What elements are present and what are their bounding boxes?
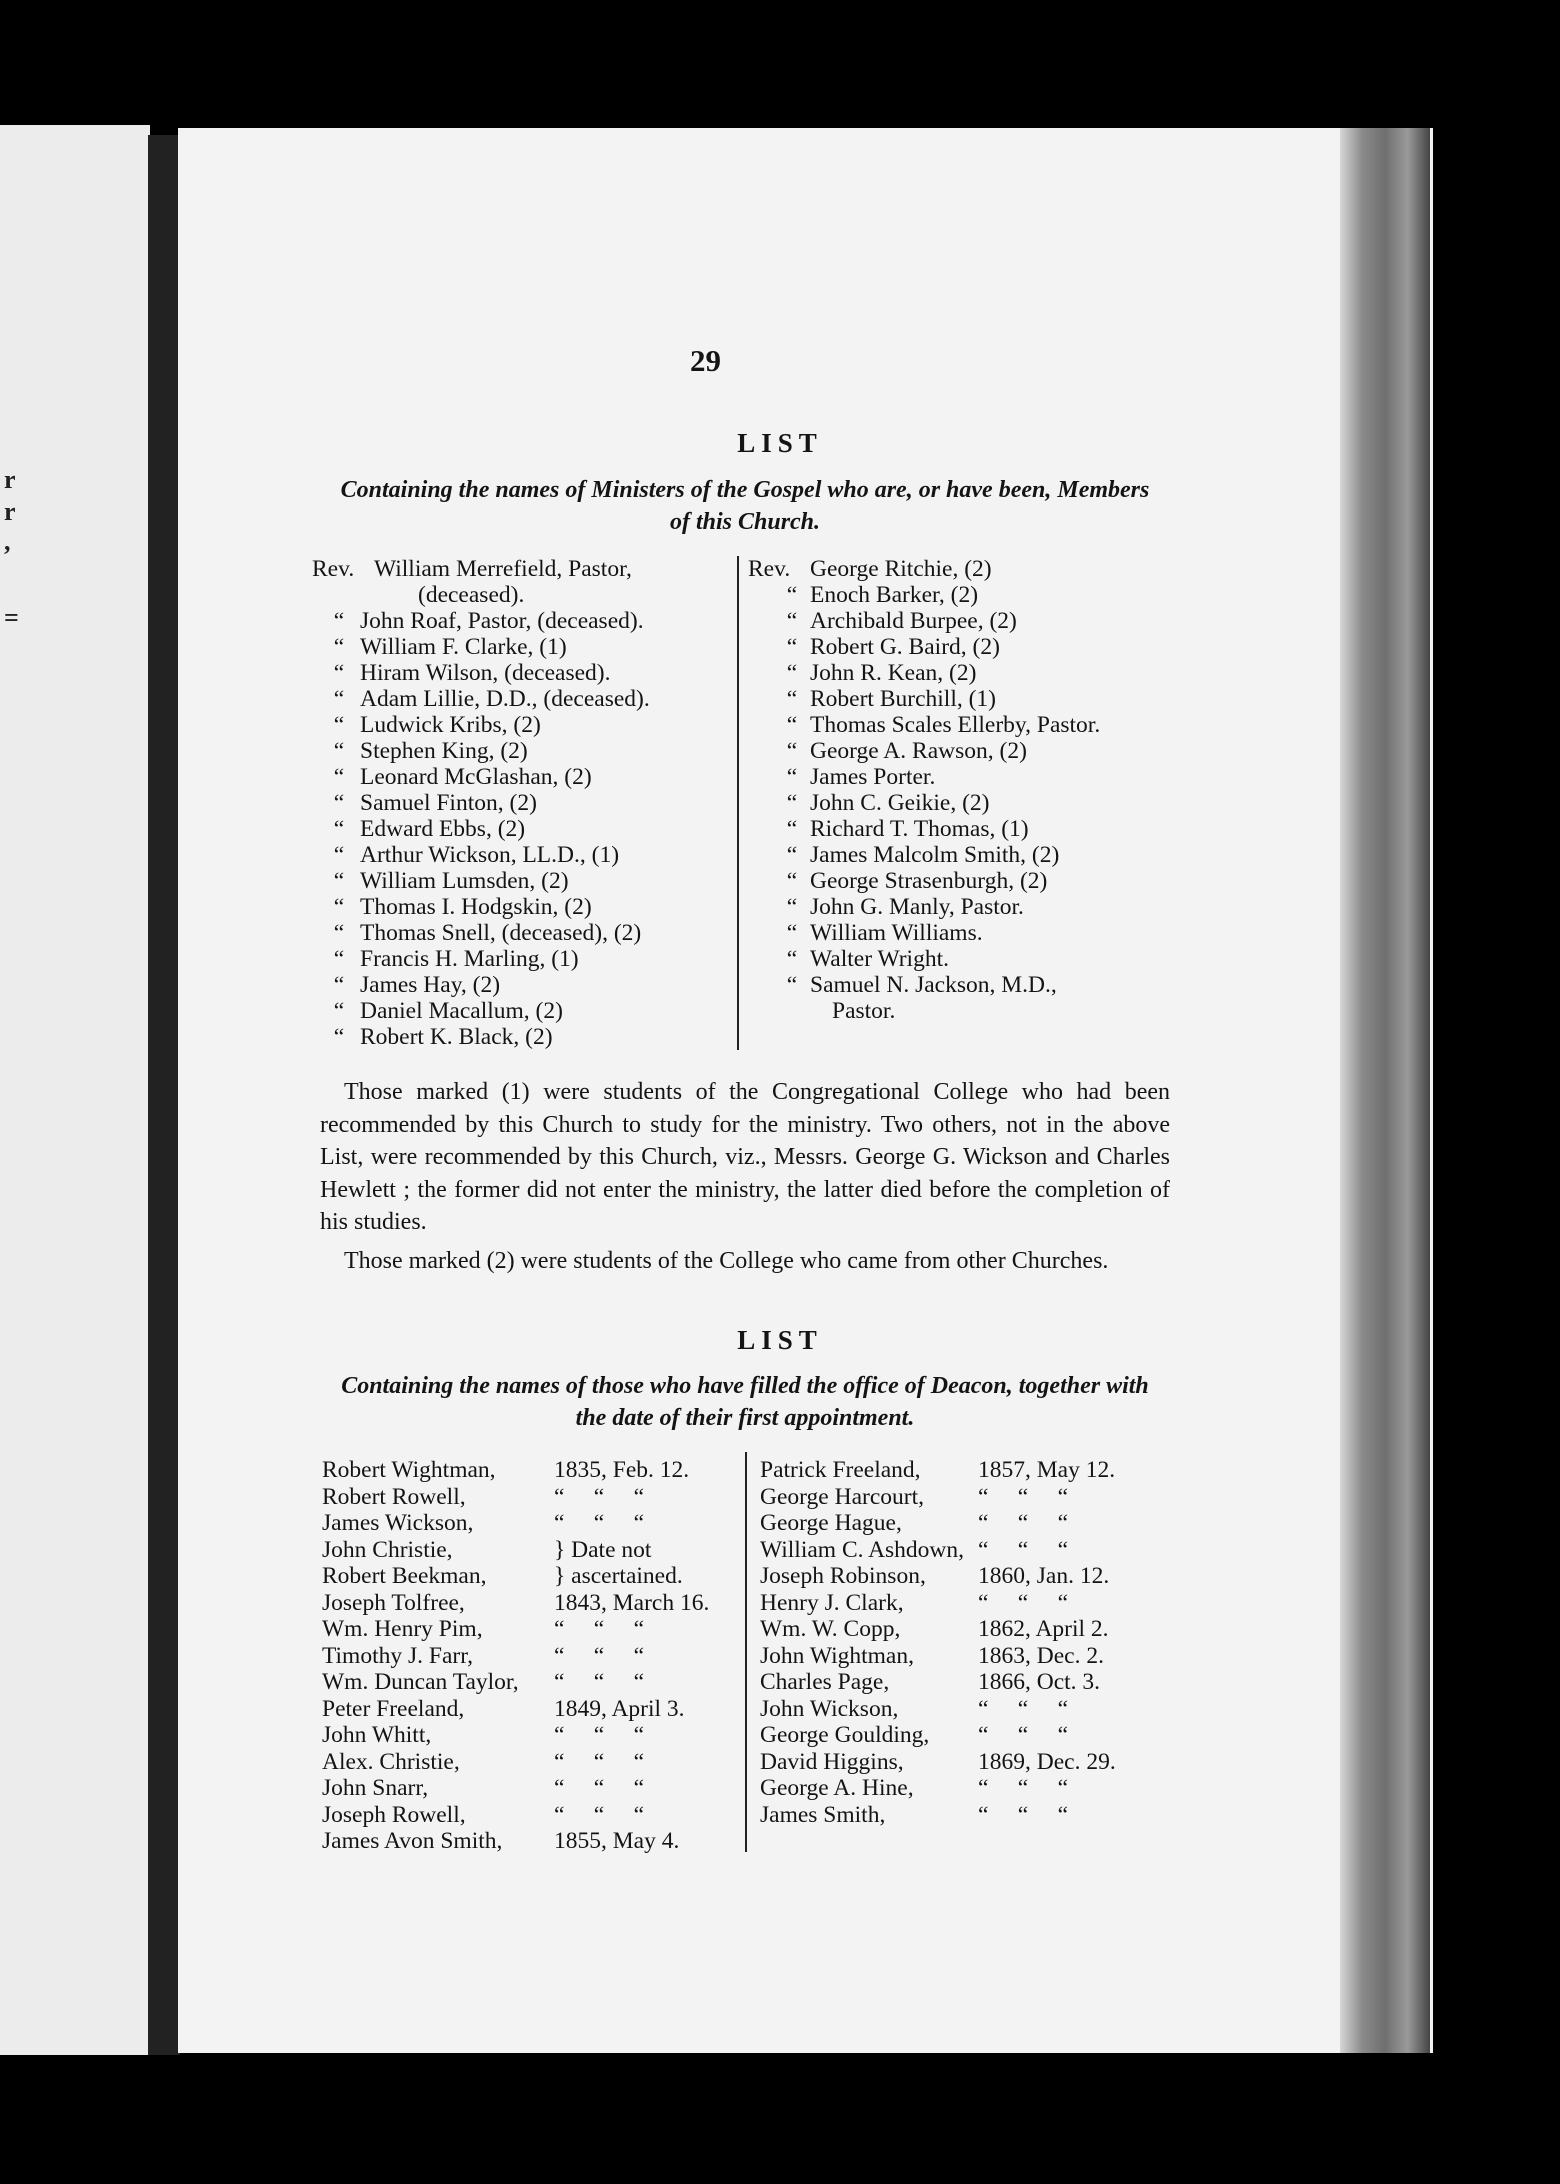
deacon-name: Wm. Duncan Taylor,	[322, 1669, 519, 1695]
deacons-list-subtitle	[300, 1370, 1190, 1434]
deacon-name: Wm. Henry Pim,	[322, 1616, 483, 1642]
minister-entry	[748, 790, 1168, 816]
minister-entry	[312, 660, 727, 686]
deacon-entry	[322, 1457, 742, 1484]
minister-name: George A. Rawson, (2)	[810, 738, 1027, 764]
appointment-date: “ “ “	[978, 1801, 1069, 1828]
minister-name: John G. Manly, Pastor.	[810, 894, 1024, 920]
deacon-name: Timothy J. Farr,	[322, 1642, 473, 1669]
minister-name: Stephen King, (2)	[360, 738, 528, 764]
column-divider	[745, 1452, 747, 1852]
facing-page-fragment: r	[4, 465, 16, 494]
minister-entry	[312, 608, 727, 634]
ditto-mark: “	[786, 660, 798, 686]
minister-name: James Porter.	[810, 764, 936, 790]
appointment-date: 1869, Dec. 29.	[978, 1748, 1116, 1775]
minister-entry	[748, 608, 1168, 634]
appointment-date: 1835, Feb. 12.	[554, 1457, 690, 1483]
note-paragraph: Those marked (2) were students of the College who came from other Churches.	[344, 1247, 1109, 1274]
minister-name: Daniel Macallum, (2)	[360, 998, 563, 1024]
deacon-name: James Wickson,	[322, 1510, 474, 1536]
minister-entry	[748, 842, 1168, 868]
minister-name: John C. Geikie, (2)	[810, 790, 990, 816]
ditto-mark: “	[786, 946, 798, 972]
deacon-name: John Christie,	[322, 1536, 453, 1563]
deacon-name: Robert Beekman,	[322, 1563, 487, 1589]
subtitle-line: Containing the names of Ministers of the Gospel who are, or have been, Members	[340, 477, 1150, 503]
ditto-mark: “	[333, 660, 345, 686]
ditto-mark: “	[786, 920, 798, 946]
minister-name: James Hay, (2)	[360, 972, 501, 998]
deacon-entry	[760, 1775, 1160, 1802]
minister-entry	[748, 998, 1168, 1024]
deacon-entry	[760, 1563, 1160, 1590]
minister-name: Francis H. Marling, (1)	[360, 946, 579, 972]
ditto-mark: “	[333, 686, 345, 712]
minister-entry	[312, 972, 727, 998]
minister-entry	[748, 920, 1168, 946]
minister-name: William F. Clarke, (1)	[360, 634, 567, 660]
minister-entry	[312, 816, 727, 842]
deacon-name: Charles Page,	[760, 1669, 890, 1695]
ditto-mark: “	[333, 712, 345, 738]
minister-entry	[312, 556, 727, 582]
deacon-entry	[322, 1563, 742, 1590]
minister-entry	[312, 842, 727, 868]
ditto-mark: “	[333, 816, 345, 842]
rev-label: Rev.	[312, 556, 355, 582]
minister-name: James Malcolm Smith, (2)	[810, 842, 1060, 868]
ditto-mark: “	[786, 868, 798, 894]
minister-name: Hiram Wilson, (deceased).	[360, 660, 611, 686]
minister-entry	[312, 894, 727, 920]
ditto-mark: “	[786, 712, 798, 738]
minister-entry	[748, 894, 1168, 920]
minister-name: Samuel Finton, (2)	[360, 790, 537, 816]
minister-name: Robert K. Black, (2)	[360, 1024, 553, 1050]
note-paragraph: Those marked (1) were students of the Congregational College who had been recommended by this Church to study for the ministry. Two others, not in the above List, were recommended by this Church, viz., Messrs. George G. Wickson and Charles Hewlett ; the former did not enter the ministry, the latter died before the completion of his studies.	[320, 1079, 1170, 1235]
minister-name: William Merrefield, Pastor,	[374, 556, 632, 582]
ditto-mark: “	[333, 738, 345, 764]
minister-name: Robert Burchill, (1)	[810, 686, 997, 712]
deacon-name: Wm. W. Copp,	[760, 1616, 901, 1642]
minister-name: (deceased).	[418, 582, 525, 608]
deacon-entry	[322, 1510, 742, 1537]
deacon-entry	[322, 1802, 742, 1829]
ministers-list-subtitle	[300, 474, 1190, 538]
appointment-date: “ “ “	[978, 1722, 1069, 1748]
deacon-name: Joseph Tolfree,	[322, 1589, 465, 1616]
appointment-date: “ “ “	[978, 1589, 1069, 1616]
minister-name: Robert G. Baird, (2)	[810, 634, 1000, 660]
appointment-date: “ “ “	[978, 1536, 1069, 1563]
minister-entry	[748, 686, 1168, 712]
appointment-date: “ “ “	[978, 1510, 1069, 1536]
appointment-date: } ascertained.	[554, 1563, 683, 1589]
ditto-mark: “	[333, 842, 345, 868]
deacon-name: George Hague,	[760, 1510, 902, 1536]
minister-name: Walter Wright.	[810, 946, 949, 972]
minister-name: William Williams.	[810, 920, 983, 946]
ministers-list-heading: LIST	[737, 428, 823, 458]
ditto-mark: “	[786, 738, 798, 764]
minister-name: Samuel N. Jackson, M.D.,	[810, 972, 1057, 998]
minister-entry	[748, 634, 1168, 660]
ditto-mark: “	[333, 764, 345, 790]
ditto-mark: “	[786, 634, 798, 660]
deacon-entry	[322, 1749, 742, 1776]
appointment-date: 1862, April 2.	[978, 1616, 1109, 1642]
ministers-right-column	[748, 556, 1168, 1024]
deacon-name: Patrick Freeland,	[760, 1457, 921, 1483]
ditto-mark: “	[333, 920, 345, 946]
appointment-date: “ “ “	[554, 1510, 645, 1536]
appointment-date: “ “ “	[554, 1775, 645, 1801]
deacon-entry	[322, 1616, 742, 1643]
deacon-name: George Harcourt,	[760, 1483, 924, 1510]
ditto-mark: “	[333, 894, 345, 920]
minister-entry	[748, 712, 1168, 738]
minister-entry	[312, 738, 727, 764]
facing-page-fragment: r	[4, 497, 16, 526]
ditto-mark: “	[786, 686, 798, 712]
deacon-entry	[760, 1484, 1160, 1511]
deacon-name: Henry J. Clark,	[760, 1589, 904, 1616]
minister-name: Edward Ebbs, (2)	[360, 816, 526, 842]
minister-entry	[748, 738, 1168, 764]
minister-entry	[312, 582, 727, 608]
minister-entry	[748, 582, 1168, 608]
appointment-date: “ “ “	[554, 1801, 645, 1828]
minister-name: Archibald Burpee, (2)	[810, 608, 1017, 634]
ditto-mark: “	[333, 790, 345, 816]
deacon-entry	[322, 1484, 742, 1511]
minister-name: Arthur Wickson, LL.D., (1)	[360, 842, 620, 868]
deacon-entry	[322, 1537, 742, 1564]
ditto-mark: “	[333, 868, 345, 894]
minister-entry	[748, 660, 1168, 686]
appointment-date: “ “ “	[554, 1722, 645, 1748]
minister-entry	[312, 868, 727, 894]
deacon-name: Joseph Robinson,	[760, 1563, 926, 1589]
page-edge	[1340, 128, 1430, 2053]
facing-page-margin	[0, 125, 150, 2055]
deacon-entry	[760, 1722, 1160, 1749]
appointment-date: “ “ “	[978, 1775, 1069, 1801]
deacon-entry	[322, 1643, 742, 1670]
deacon-entry	[760, 1749, 1160, 1776]
deacon-name: Alex. Christie,	[322, 1748, 460, 1775]
appointment-date: “ “ “	[554, 1616, 645, 1642]
minister-name: George Strasenburgh, (2)	[810, 868, 1048, 894]
deacon-entry	[760, 1510, 1160, 1537]
deacon-entry	[760, 1802, 1160, 1829]
minister-entry	[312, 790, 727, 816]
ditto-mark: “	[333, 972, 345, 998]
deacon-name: David Higgins,	[760, 1748, 904, 1775]
minister-entry	[312, 686, 727, 712]
deacons-list-heading: LIST	[737, 1325, 823, 1355]
deacon-name: John Whitt,	[322, 1722, 432, 1748]
appointment-date: “ “ “	[978, 1695, 1069, 1722]
deacon-name: John Wightman,	[760, 1642, 914, 1669]
column-divider	[737, 556, 739, 1050]
subtitle-line: of this Church.	[669, 509, 821, 535]
subtitle-line: the date of their first appointment.	[575, 1405, 915, 1431]
deacons-right-column	[760, 1457, 1160, 1828]
appointment-date: “ “ “	[554, 1748, 645, 1775]
minister-name: Enoch Barker, (2)	[810, 582, 979, 608]
appointment-date: 1855, May 4.	[554, 1828, 680, 1854]
facing-page-fragment: ,	[4, 527, 11, 556]
appointment-date: “ “ “	[554, 1483, 645, 1510]
ditto-mark: “	[333, 1024, 345, 1050]
page-number: 29	[690, 343, 721, 378]
minister-entry	[748, 764, 1168, 790]
ditto-mark: “	[333, 634, 345, 660]
deacon-name: William C. Ashdown,	[760, 1536, 965, 1563]
appointment-date: 1857, May 12.	[978, 1457, 1116, 1483]
minister-name: Thomas Snell, (deceased), (2)	[360, 920, 642, 946]
deacon-name: James Avon Smith,	[322, 1828, 503, 1854]
appointment-date: } Date not	[554, 1536, 652, 1563]
ditto-mark: “	[786, 894, 798, 920]
minister-name: William Lumsden, (2)	[360, 868, 569, 894]
minister-entry	[312, 946, 727, 972]
minister-name: John R. Kean, (2)	[810, 660, 977, 686]
minister-name: Adam Lillie, D.D., (deceased).	[360, 686, 650, 712]
ditto-mark: “	[786, 582, 798, 608]
minister-name: Thomas Scales Ellerby, Pastor.	[810, 712, 1101, 738]
minister-entry	[748, 868, 1168, 894]
appointment-date: “ “ “	[554, 1642, 645, 1669]
deacon-name: Robert Rowell,	[322, 1483, 466, 1510]
deacon-name: Robert Wightman,	[322, 1457, 496, 1483]
deacon-name: Joseph Rowell,	[322, 1801, 466, 1828]
minister-entry	[748, 556, 1168, 582]
ministers-left-column	[312, 556, 727, 1050]
appointment-date: “ “ “	[978, 1483, 1069, 1510]
appointment-date: 1849, April 3.	[554, 1695, 685, 1722]
deacon-entry	[760, 1616, 1160, 1643]
minister-name: Thomas I. Hodgskin, (2)	[360, 894, 592, 920]
deacon-entry	[760, 1537, 1160, 1564]
deacon-entry	[322, 1775, 742, 1802]
ditto-mark: “	[786, 842, 798, 868]
deacon-entry	[322, 1590, 742, 1617]
ditto-mark: “	[333, 998, 345, 1024]
minister-entry	[312, 712, 727, 738]
minister-entry	[312, 764, 727, 790]
deacon-entry	[322, 1696, 742, 1723]
appointment-date: 1863, Dec. 2.	[978, 1642, 1104, 1669]
ditto-mark: “	[786, 764, 798, 790]
facing-page-fragment: =	[4, 603, 19, 632]
minister-entry	[748, 972, 1168, 998]
deacon-entry	[760, 1696, 1160, 1723]
deacons-left-column	[322, 1457, 742, 1855]
minister-entry	[748, 816, 1168, 842]
notes	[320, 1076, 1170, 1277]
minister-name: George Ritchie, (2)	[810, 556, 992, 582]
minister-name: John Roaf, Pastor, (deceased).	[360, 608, 644, 634]
deacon-entry	[322, 1722, 742, 1749]
deacon-name: Peter Freeland,	[322, 1695, 465, 1722]
subtitle-line: Containing the names of those who have filled the office of Deacon, together with	[341, 1373, 1149, 1399]
deacon-name: James Smith,	[760, 1801, 886, 1828]
deacon-entry	[760, 1590, 1160, 1617]
ditto-mark: “	[786, 790, 798, 816]
ditto-mark: “	[786, 972, 798, 998]
ditto-mark: “	[786, 816, 798, 842]
deacon-entry	[760, 1643, 1160, 1670]
minister-name: Leonard McGlashan, (2)	[360, 764, 592, 790]
deacon-name: George Goulding,	[760, 1722, 930, 1748]
appointment-date: 1866, Oct. 3.	[978, 1669, 1101, 1695]
deacon-name: John Wickson,	[760, 1695, 899, 1722]
minister-name: Richard T. Thomas, (1)	[810, 816, 1029, 842]
deacon-entry	[322, 1669, 742, 1696]
deacon-entry	[322, 1828, 742, 1855]
ditto-mark: “	[786, 608, 798, 634]
minister-entry	[748, 946, 1168, 972]
ditto-mark: “	[333, 608, 345, 634]
deacon-name: John Snarr,	[322, 1775, 429, 1801]
gutter-shadow	[148, 135, 180, 2055]
deacon-name: George A. Hine,	[760, 1775, 914, 1801]
deacon-entry	[760, 1669, 1160, 1696]
minister-entry	[312, 1024, 727, 1050]
minister-entry	[312, 920, 727, 946]
minister-entry	[312, 634, 727, 660]
appointment-date: 1843, March 16.	[554, 1589, 710, 1616]
appointment-date: “ “ “	[554, 1669, 645, 1695]
minister-entry	[312, 998, 727, 1024]
ditto-mark: “	[333, 946, 345, 972]
appointment-date: 1860, Jan. 12.	[978, 1563, 1110, 1589]
minister-name: Pastor.	[832, 998, 896, 1024]
rev-label: Rev.	[748, 556, 791, 582]
minister-name: Ludwick Kribs, (2)	[360, 712, 541, 738]
deacon-entry	[760, 1457, 1160, 1484]
